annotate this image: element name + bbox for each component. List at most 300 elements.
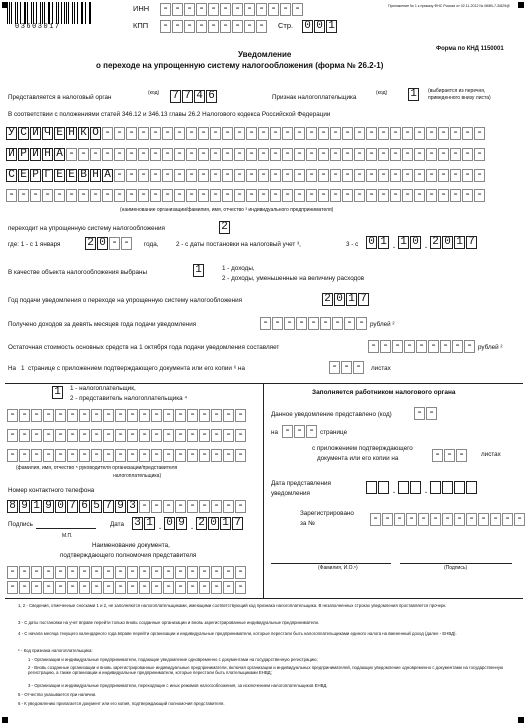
transition-option3: 3 - с [346,241,359,248]
cell: - [79,429,90,442]
cell: Р [30,169,41,182]
cell: - [378,127,389,140]
date-label: Дата [110,521,124,528]
cell: - [462,189,473,202]
cell: 7 [170,90,181,103]
submit-label: Представляется в налоговый орган [8,94,112,101]
cell: 8 [7,500,18,513]
corner-marker-tr [518,2,524,8]
cell: - [187,581,198,594]
barcode-number: 03603017 [15,23,61,31]
cell: - [186,127,197,140]
doc-row-2[interactable] [7,581,247,594]
inn-label: ИНН [133,4,150,13]
cell: - [109,237,120,250]
cell: 7 [182,90,193,103]
cell: 9 [115,500,126,513]
cell: - [223,429,234,442]
cell: - [115,566,126,579]
cell: - [294,169,305,182]
cell: - [163,581,174,594]
cell: 0 [97,237,108,250]
cell: - [91,429,102,442]
cell: - [67,566,78,579]
barcode-bar [56,2,57,24]
cell: - [426,148,437,161]
cell: Н [66,127,77,140]
cell: - [354,189,365,202]
cell: - [7,449,18,462]
footnote-3: 4 - С начала месяца текущего календарного года вправе перейти организации и индивидуальные предприниматели, которые перестали быть налогоплательщиками единого налога на вмененный доход (далее - ЕНВД). [18,631,457,636]
cell: И [30,127,41,140]
cell: - [353,361,364,374]
cell: - [235,566,246,579]
cell: - [19,566,30,579]
cell: - [160,20,171,33]
cell: - [390,189,401,202]
cell: - [138,127,149,140]
barcode-bar [15,2,16,24]
cell: - [151,581,162,594]
inn-field[interactable] [160,3,304,16]
right-date-field[interactable] [366,481,478,501]
cell: - [268,3,279,16]
cell: - [126,169,137,182]
cell: - [426,127,437,140]
cell: - [66,189,77,202]
cell: - [174,148,185,161]
cell: - [139,449,150,462]
signer-value[interactable] [52,386,64,399]
right-sheets-field[interactable] [432,449,468,462]
cell: - [235,449,246,462]
right-sheets-label: листах [481,451,501,458]
cell: - [390,148,401,161]
cell: - [318,127,329,140]
cell: 5 [91,500,102,513]
cell: 3 [127,500,138,513]
cell: - [103,409,114,422]
cell: - [30,189,41,202]
cell [398,481,409,494]
cell: - [296,317,307,330]
cell: - [103,429,114,442]
cell: - [368,340,379,353]
cell: - [139,500,150,513]
cell: - [162,127,173,140]
cell: - [444,449,455,462]
cell: 1 [378,236,389,249]
taxpayer-sign[interactable] [408,88,420,101]
right-sign-line [400,563,512,564]
cell: - [244,20,255,33]
name-row-1[interactable] [6,127,486,140]
cell: - [234,189,245,202]
cell: - [126,127,137,140]
cell: - [174,189,185,202]
cell: - [7,566,18,579]
cell: - [438,148,449,161]
cell: - [187,566,198,579]
cell: 1 [31,500,42,513]
cell: - [394,513,405,526]
cell: - [294,148,305,161]
cell: - [294,425,305,438]
cell: - [282,127,293,140]
cell: - [67,581,78,594]
cell: - [150,127,161,140]
cell: - [90,148,101,161]
object-opt2: 2 - доходы, уменьшенные на величину расходов [222,275,365,282]
cell: - [432,449,443,462]
cell: - [320,317,331,330]
residual-unit: рублей ² [478,344,503,351]
cell: - [174,169,185,182]
cell: - [150,169,161,182]
cell: - [114,189,125,202]
cell: - [222,189,233,202]
cell: - [416,340,427,353]
cell: - [139,429,150,442]
cell: 2 [430,236,441,249]
cell: - [222,127,233,140]
cell: К [78,127,89,140]
cell: - [232,3,243,16]
cell: 1 [408,88,419,101]
cell: - [354,169,365,182]
cell: - [175,449,186,462]
right-submitted-label: Данное уведомление представлено (код) [271,411,392,418]
cell: С [18,127,29,140]
cell: - [438,189,449,202]
signer-fio-row-1[interactable] [7,409,247,422]
cell [378,481,389,494]
cell: - [330,169,341,182]
cell: - [223,500,234,513]
cell: - [79,409,90,422]
cell: - [175,500,186,513]
cell: - [199,409,210,422]
signer-opt2: 2 - представитель налогоплательщика ⁴ [70,395,188,402]
name-row-2[interactable] [6,148,486,161]
cell: Е [18,169,29,182]
signature-date[interactable] [132,517,244,537]
cell: - [378,169,389,182]
pages-value: 1 [21,365,25,372]
residual-value[interactable] [368,340,476,353]
cell: - [91,409,102,422]
cell [430,481,441,494]
cell: - [211,581,222,594]
cell: - [115,409,126,422]
cell: - [54,189,65,202]
cell: - [330,189,341,202]
cell: - [163,566,174,579]
cell: 1 [346,293,357,306]
cell: - [428,340,439,353]
object-value[interactable] [193,264,205,277]
cell: - [6,189,17,202]
barcode-bar [20,2,21,24]
phone-field[interactable] [7,500,247,513]
cell: - [187,429,198,442]
cell: - [402,127,413,140]
cell: - [462,127,473,140]
signer-fio-row-2[interactable] [7,429,247,442]
signer-fio-row-3[interactable] [7,449,247,462]
cell: - [342,148,353,161]
cell: - [462,169,473,182]
transition-label: переходит на упрощенную систему налогообложения [8,225,165,232]
barcode-bar [74,2,75,24]
cell: - [450,189,461,202]
cell: - [426,189,437,202]
cell: - [103,449,114,462]
cell: - [42,189,53,202]
cell: - [306,189,317,202]
barcode-bar [44,2,45,24]
cell: - [210,127,221,140]
attached-sheets[interactable] [329,361,365,374]
cell: - [450,127,461,140]
cell: - [318,148,329,161]
cell: - [163,429,174,442]
cell: - [308,317,319,330]
cell: В [78,169,89,182]
barcode-bar [90,2,91,24]
cell: - [208,20,219,33]
transition-date[interactable] [366,236,478,256]
transition-value[interactable] [219,221,231,234]
cell: - [7,409,18,422]
cell: - [151,429,162,442]
cell: - [127,581,138,594]
cell: - [103,566,114,579]
cell: 9 [43,500,54,513]
cell: - [474,148,485,161]
right-heading: Заполняется работником налогового органа [312,389,456,396]
cell: - [354,127,365,140]
cell: - [127,409,138,422]
cell: - [127,449,138,462]
cell: - [442,513,453,526]
cell: 7 [466,236,477,249]
footnote-6: 2 - Вновь созданные организации и вновь зарегистрированные индивидуальные предприниматели, включая организации и индивидуальных предпринимателей, подающих уведомление одновременно с документами на государственную регистрацию, а также организации и индивидуальные предприниматели, которые перестали быть плательщиками ЕНВД; [28,665,504,676]
page-number [302,20,338,33]
cell: - [402,189,413,202]
cell: 0 [334,293,345,306]
cell: 6 [79,500,90,513]
cell: - [378,189,389,202]
cell: - [114,169,125,182]
cell: - [332,317,343,330]
cell: У [6,127,17,140]
cell: Г [42,169,53,182]
cell: - [378,148,389,161]
right-submitted-code[interactable] [414,407,438,420]
cell: - [78,189,89,202]
footnote-8: 5 - Отчество указывается при наличии. [18,692,97,697]
cell: - [91,566,102,579]
cell: - [414,407,425,420]
transition-where: где: 1 - с 1 января [8,241,61,248]
cell: - [366,127,377,140]
cell: - [31,429,42,442]
submit-code-label: (код) [148,90,160,96]
cell: - [474,169,485,182]
name-row-4[interactable] [6,189,486,202]
income-value[interactable] [260,317,368,330]
page-label: Стр. [278,21,294,30]
cell: 0 [302,20,313,33]
cell: - [402,148,413,161]
cell: - [78,148,89,161]
cell: - [79,566,90,579]
kpp-field[interactable] [160,20,268,33]
cell: - [91,449,102,462]
cell: - [342,127,353,140]
cell: - [370,513,381,526]
cell: - [55,449,66,462]
right-registration-number[interactable] [370,513,526,526]
cell: - [79,449,90,462]
cell: - [163,500,174,513]
cell: - [43,449,54,462]
cell: 7 [358,293,369,306]
corner-marker-bl [2,717,8,723]
right-attached2: документа или его копии на [317,455,399,462]
cell: - [67,429,78,442]
cell: - [474,189,485,202]
cell: - [138,169,149,182]
cell: - [138,148,149,161]
barcode-bar [31,2,32,24]
pages-label2: странице с приложением подтверждающего документа или его копии ⁶ на [28,365,246,372]
cell: - [31,409,42,422]
cell: - [246,189,257,202]
cell: 1 [220,517,231,530]
right-date-label1: Дата представления [271,480,331,487]
barcode-bar [36,2,37,24]
cell: - [342,169,353,182]
cell: - [208,3,219,16]
cell: - [114,148,125,161]
cell: - [102,148,113,161]
name-row-3[interactable] [6,169,486,182]
cell: - [7,429,18,442]
cell: - [211,409,222,422]
cell: Н [42,148,53,161]
cell: - [151,500,162,513]
year-notice-label: Год подачи уведомления о переходе на упрощенную систему налогообложения [8,297,243,304]
barcode [7,2,93,24]
cell: - [187,449,198,462]
cell: - [256,3,267,16]
cell: - [66,148,77,161]
taxpayer-sign-note1: (выбирается из перечня, [428,88,486,94]
cell: - [366,169,377,182]
cell: - [186,169,197,182]
cell: - [184,3,195,16]
cell: - [163,409,174,422]
doc-row-1[interactable] [7,566,247,579]
cell: - [402,169,413,182]
cell: - [43,581,54,594]
transition-year[interactable] [85,237,133,250]
cell: - [198,148,209,161]
cell: - [55,409,66,422]
cell: - [414,127,425,140]
year-notice-value[interactable] [322,293,370,306]
barcode-bar [27,2,28,24]
right-pages[interactable] [282,425,318,438]
cell: - [196,20,207,33]
cell: - [330,127,341,140]
cell: - [344,317,355,330]
cell: - [199,449,210,462]
cell: - [196,3,207,16]
cell: - [55,429,66,442]
cell: - [318,189,329,202]
phone-label: Номер контактного телефона [8,487,95,494]
cell: - [121,237,132,250]
date-separator: . [190,521,194,532]
cell: - [210,169,221,182]
doc-caption2: подтверждающего полномочия представителя [60,552,197,559]
cell: - [502,513,513,526]
cell: 0 [314,20,325,33]
cell: - [406,513,417,526]
cell: 2 [219,221,230,234]
cell: Е [66,169,77,182]
tax-authority-code[interactable] [170,90,218,103]
cell: - [102,189,113,202]
barcode-bar [72,2,73,24]
doc-caption1: Наименование документа, [92,542,170,549]
cell: - [138,189,149,202]
cell: - [198,127,209,140]
income-unit: рублей ² [370,321,395,328]
cell: - [235,500,246,513]
cell: - [172,20,183,33]
cell: - [19,449,30,462]
cell: - [175,581,186,594]
cell: - [450,169,461,182]
cell: - [514,513,525,526]
cell: - [329,361,340,374]
name-caption: (наименование организации/фамилия, имя, отчество ³ индивидуального предпринимателя) [120,207,334,213]
cell: - [223,409,234,422]
cell: И [30,148,41,161]
cell: Н [90,169,101,182]
cell: - [67,409,78,422]
kpp-label: КПП [133,21,149,30]
cell: - [223,566,234,579]
cell: - [354,148,365,161]
transition-year-label: года, [144,241,159,248]
right-registered1: Зарегистрировано [300,510,354,517]
cell: 0 [55,500,66,513]
cell: - [210,148,221,161]
cell: - [404,340,415,353]
pages-label3: листах [371,365,391,372]
cell: Е [54,127,65,140]
cell: - [270,189,281,202]
barcode-bar [52,2,53,24]
cell: - [318,169,329,182]
cell: - [450,148,461,161]
cell: - [430,513,441,526]
